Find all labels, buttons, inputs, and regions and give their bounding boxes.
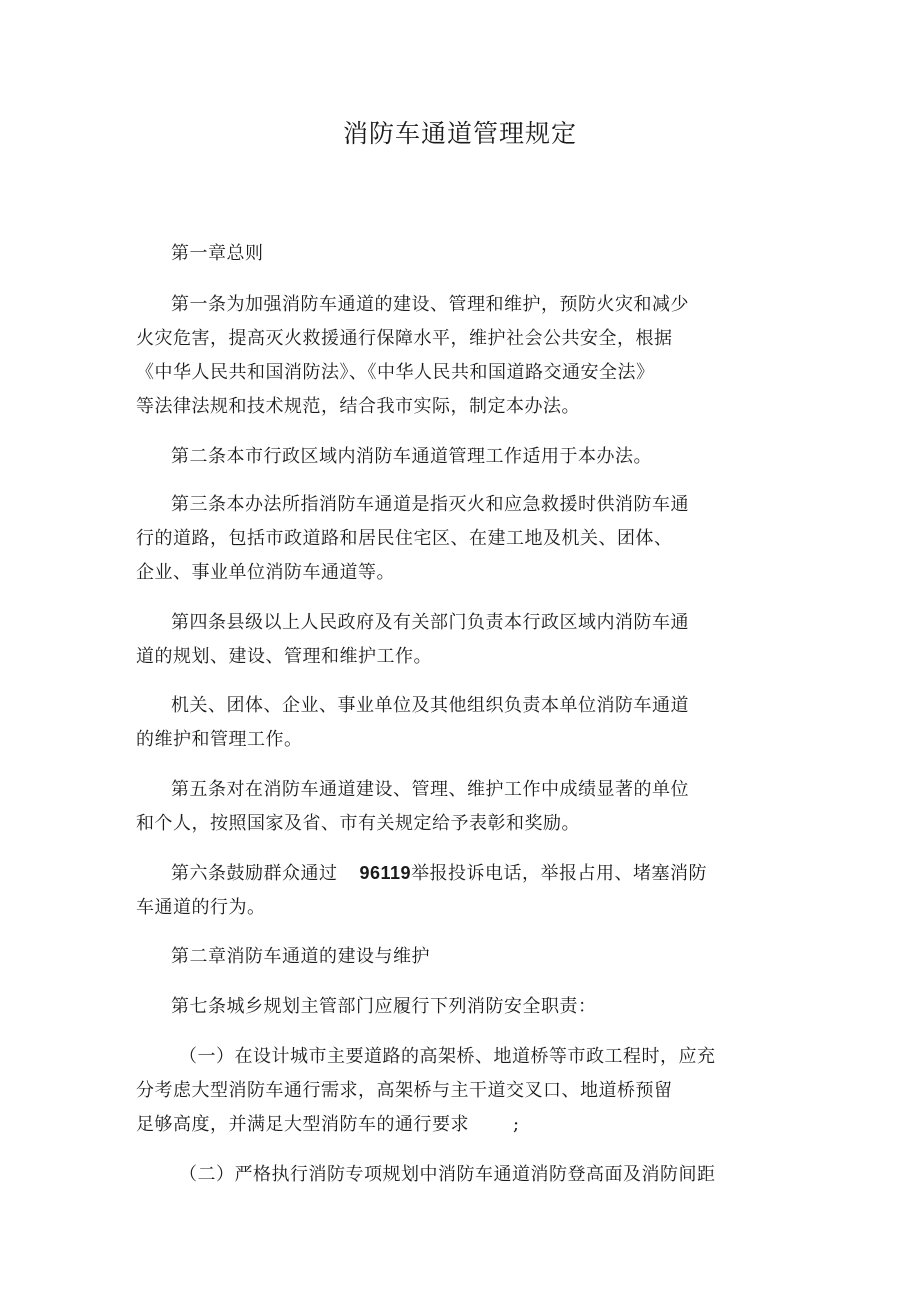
article-6: 第六条鼓励群众通过 96119举报投诉电话，举报占用、堵塞消防 车通道的行为。 xyxy=(136,863,708,918)
hotline-number: 96119 xyxy=(359,863,412,883)
chapter-2-heading: 第二章消防车通道的建设与维护 xyxy=(171,946,430,967)
article-4-paragraph-2: 机关、团体、企业、事业单位及其他组织负责本单位消防车通道 的维护和管理工作。 xyxy=(136,695,689,750)
article-7-item-2: （二）严格执行消防专项规划中消防车通道消防登高面及消防间距 xyxy=(179,1164,716,1185)
article-5: 第五条对在消防车通道建设、管理、维护工作中成绩显著的单位 和个人，按照国家及省、市有关规定给予表彰和奖励。 xyxy=(136,779,689,834)
article-7: 第七条城乡规划主管部门应履行下列消防安全职责： xyxy=(171,996,597,1017)
article-2: 第二条本市行政区域内消防车通道管理工作适用于本办法。 xyxy=(171,446,652,467)
article-7-item-1: （一）在设计城市主要道路的高架桥、地道桥等市政工程时，应充 分考虑大型消防车通行需求，高架桥与主干道交叉口、地道桥预留 足够高度，并满足大型消防车的通行要求 ; xyxy=(136,1046,716,1135)
chapter-1-heading: 第一章总则 xyxy=(171,243,264,264)
article-4: 第四条县级以上人民政府及有关部门负责本行政区域内消防车通 道的规划、建设、管理和维护工作。 xyxy=(136,612,689,667)
article-3: 第三条本办法所指消防车通道是指灭火和应急救援时供消防车通 行的道路，包括市政道路和居民住宅区、在建工地及机关、团体、 企业、事业单位消防车通道等。 xyxy=(136,494,689,583)
article-1: 第一条为加强消防车通道的建设、管理和维护，预防火灾和减少 火灾危害，提高灭火救援通行保障水平，维护社会公共安全，根据 《中华人民共和国消防法》、《中华人民共和国道路交通安全法》 等法律法规和技术规范，结合我市实际，制定本办法。 xyxy=(136,294,689,417)
document-title: 消防车通道管理规定 xyxy=(342,119,577,148)
